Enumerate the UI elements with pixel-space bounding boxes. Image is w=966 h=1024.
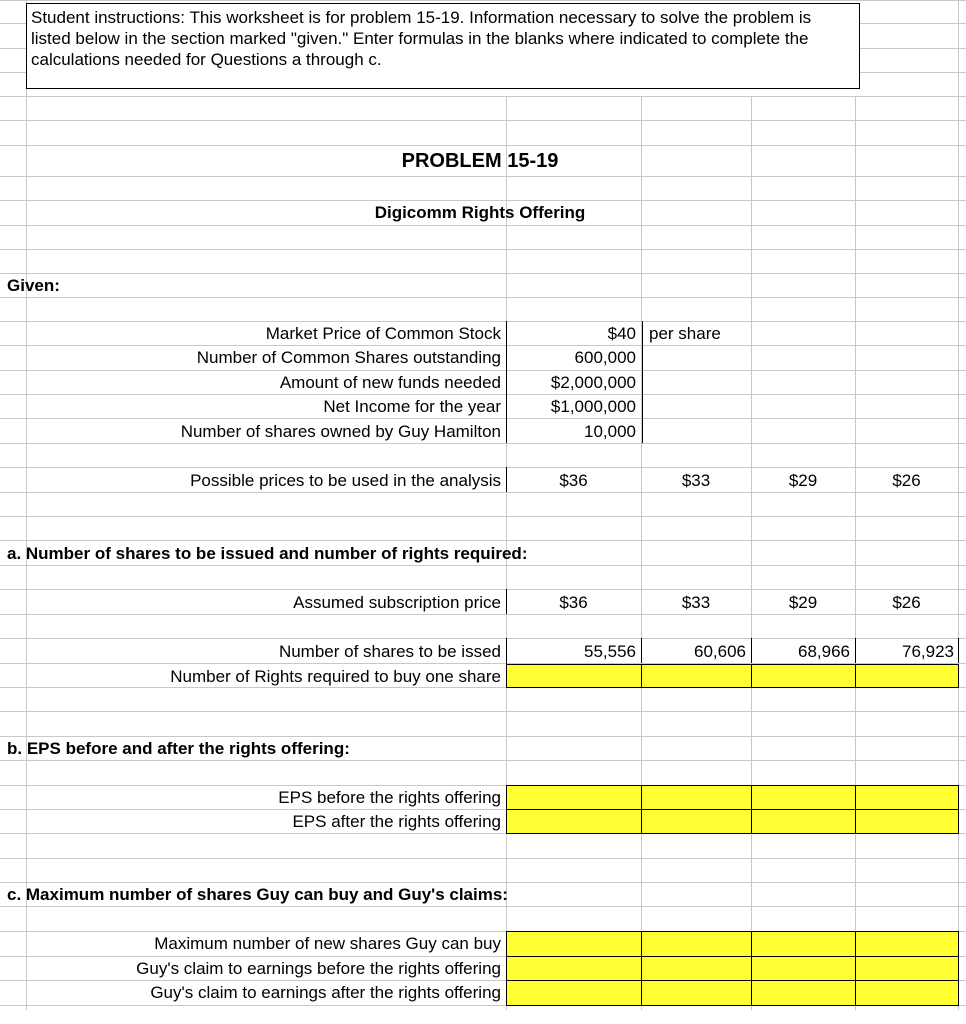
max-shares-input[interactable]: [641, 931, 752, 957]
problem-subtitle: Digicomm Rights Offering: [374, 203, 586, 222]
eps-after-input[interactable]: [506, 809, 642, 834]
claim-after-input[interactable]: [751, 980, 856, 1006]
rights-required-input[interactable]: [855, 664, 959, 688]
claim-before-input[interactable]: [751, 956, 856, 981]
subscription-price-label: Assumed subscription price: [293, 593, 501, 612]
claim-after-input[interactable]: [641, 980, 752, 1006]
given-value-net-income[interactable]: $1,000,000: [550, 397, 636, 416]
problem-title: PROBLEM 15-19: [401, 150, 559, 172]
prices-label: Possible prices to be used in the analysis: [190, 471, 501, 490]
eps-after-input[interactable]: [855, 809, 959, 834]
subscription-price-cell[interactable]: $36: [559, 593, 588, 612]
shares-issued-cell[interactable]: 55,556: [584, 642, 636, 661]
max-shares-input[interactable]: [751, 931, 856, 957]
max-shares-input[interactable]: [506, 931, 642, 957]
given-label-shares-outstanding: Number of Common Shares outstanding: [196, 348, 501, 367]
eps-after-input[interactable]: [641, 809, 752, 834]
price-cell[interactable]: $29: [788, 471, 818, 490]
rights-required-input[interactable]: [506, 664, 642, 688]
given-label-market-price: Market Price of Common Stock: [265, 324, 501, 343]
given-value-market-price[interactable]: $40: [607, 324, 636, 343]
subscription-price-cell[interactable]: $29: [788, 593, 818, 612]
shares-issued-label: Number of shares to be issed: [278, 642, 501, 661]
eps-before-input[interactable]: [641, 785, 752, 810]
rights-required-label: Number of Rights required to buy one share: [170, 667, 501, 686]
claim-after-input[interactable]: [506, 980, 642, 1006]
claim-before-input[interactable]: [641, 956, 752, 981]
shares-issued-cell[interactable]: 60,606: [694, 642, 746, 661]
claim-before-input[interactable]: [506, 956, 642, 981]
subscription-price-cell[interactable]: $26: [892, 593, 921, 612]
given-label-new-funds: Amount of new funds needed: [279, 373, 501, 392]
eps-before-input[interactable]: [506, 785, 642, 810]
rights-required-input[interactable]: [751, 664, 856, 688]
claim-after-input[interactable]: [855, 980, 959, 1006]
price-cell[interactable]: $36: [559, 471, 588, 490]
price-cell[interactable]: $33: [681, 471, 711, 490]
shares-issued-cell[interactable]: 76,923: [902, 642, 954, 661]
eps-before-input[interactable]: [751, 785, 856, 810]
claim-before-label: Guy's claim to earnings before the rights offering: [136, 959, 501, 978]
given-unit-per-share: per share: [649, 324, 721, 343]
instructions-text: Student instructions: This worksheet is for problem 15-19. Information necessary to solve the problem is listed below in the section marked "given." Enter formulas in the blanks where indicated to complete the calculations needed for Questions a through c.: [31, 8, 812, 69]
subscription-price-cell[interactable]: $33: [681, 593, 711, 612]
eps-before-input[interactable]: [855, 785, 959, 810]
instructions-box: [26, 3, 860, 89]
section-b-heading: b. EPS before and after the rights offering:: [7, 739, 350, 758]
given-label-guy-shares: Number of shares owned by Guy Hamilton: [180, 422, 501, 441]
given-label-net-income: Net Income for the year: [323, 397, 501, 416]
claim-after-label: Guy's claim to earnings after the rights offering: [150, 983, 501, 1002]
given-value-new-funds[interactable]: $2,000,000: [550, 373, 636, 392]
given-heading: Given:: [7, 276, 60, 295]
eps-after-label: EPS after the rights offering: [292, 812, 501, 831]
eps-before-label: EPS before the rights offering: [278, 788, 501, 807]
section-a-heading: a. Number of shares to be issued and number of rights required:: [7, 544, 528, 563]
given-value-shares-outstanding[interactable]: 600,000: [574, 348, 636, 367]
price-cell[interactable]: $26: [892, 471, 921, 490]
max-shares-label: Maximum number of new shares Guy can buy: [154, 934, 501, 953]
eps-after-input[interactable]: [751, 809, 856, 834]
claim-before-input[interactable]: [855, 956, 959, 981]
shares-issued-cell[interactable]: 68,966: [798, 642, 850, 661]
section-c-heading: c. Maximum number of shares Guy can buy and Guy's claims:: [7, 885, 508, 904]
max-shares-input[interactable]: [855, 931, 959, 957]
rights-required-input[interactable]: [641, 664, 752, 688]
given-value-guy-shares[interactable]: 10,000: [584, 422, 636, 441]
